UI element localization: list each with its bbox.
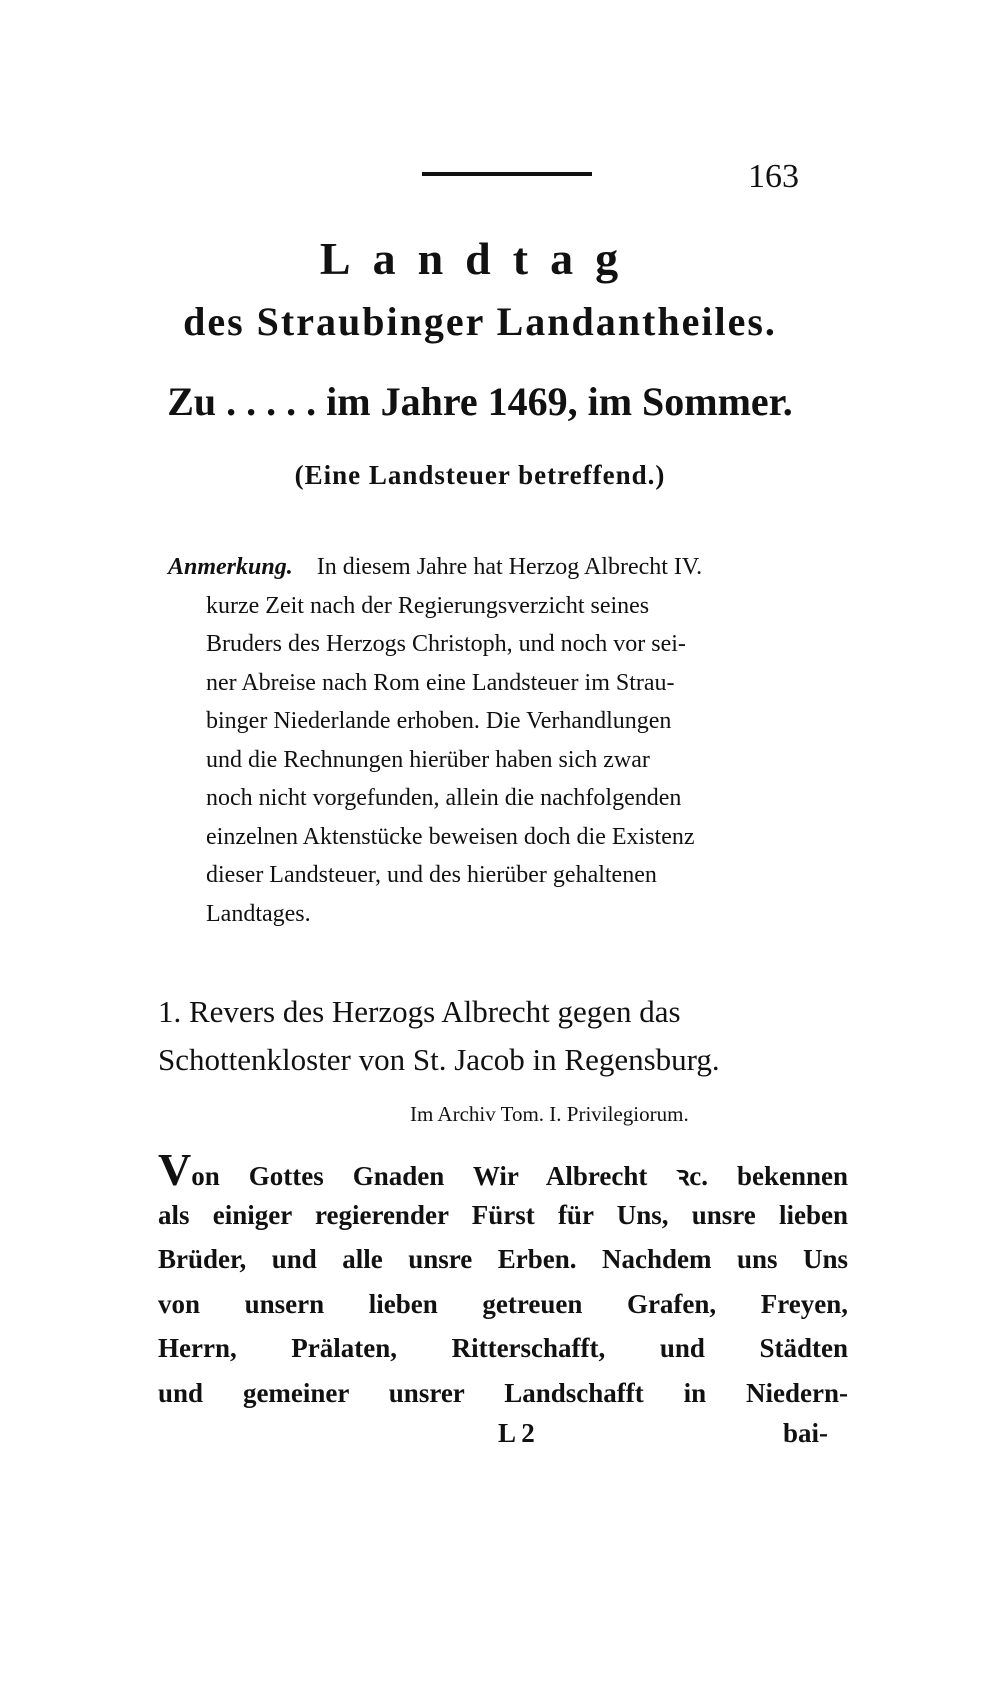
signature-mark: L 2 <box>498 1418 535 1448</box>
note-first-line <box>168 548 828 587</box>
note-line: und die Rechnungen hierüber haben sich zwar <box>206 746 650 773</box>
page-number: 163 <box>748 158 799 195</box>
main-title: Landtag <box>319 233 641 284</box>
section-title <box>158 988 858 1084</box>
note-line: noch nicht vorgefunden, allein die nachfolgenden <box>206 785 682 811</box>
topic-line: (Eine Landsteuer betreffend.) <box>294 460 666 490</box>
note-line: ner Abreise nach Rom eine Landsteuer im Strau- <box>206 669 675 696</box>
catchword: bai- <box>782 1418 828 1448</box>
date-line: Zu . . . . . im Jahre 1469, im Sommer. <box>167 379 793 424</box>
body-line: Brüder, und alle unsre Erben. Nachdem uns Uns <box>158 1244 848 1274</box>
note-line: einzelnen Aktenstücke beweisen doch die Existenz <box>206 823 695 850</box>
body-line: als einiger regierender Fürst für Uns, unsre lieben <box>158 1199 848 1230</box>
body-line: Herrn, Prälaten, Ritterschafft, und Städten <box>158 1333 848 1363</box>
body-line: on Gottes Gnaden Wir Albrecht ꝛc. bekennen <box>191 1161 848 1191</box>
body-first-line <box>158 1144 848 1195</box>
annotation-note <box>168 548 828 933</box>
archive-source: Im Archiv Tom. I. Privilegiorum. <box>410 1102 689 1126</box>
document-body <box>158 1144 848 1415</box>
section-title-line: 1. Revers des Herzogs Albrecht gegen das <box>158 994 681 1029</box>
note-line: binger Niederlande erhoben. Die Verhandlungen <box>206 708 672 734</box>
note-line: In diesem Jahre hat Herzog Albrecht IV. <box>316 554 703 580</box>
subtitle: des Straubinger Landantheiles. <box>183 299 777 344</box>
note-line: Bruders des Herzogs Christoph, und noch vor sei- <box>206 631 686 657</box>
note-line: kurze Zeit nach der Regierungsverzicht seines <box>206 592 650 619</box>
note-label: Anmerkung. <box>168 554 293 580</box>
section-title-line: Schottenkloster von St. Jacob in Regensburg. <box>158 1042 720 1077</box>
note-line: Landtages. <box>206 900 311 927</box>
note-line: dieser Landsteuer, und des hierüber gehaltenen <box>206 862 657 888</box>
header-rule <box>422 172 592 176</box>
drop-cap: V <box>158 1144 192 1195</box>
body-line: von unsern lieben getreuen Grafen, Freyen, <box>158 1288 848 1319</box>
body-line: und gemeiner unsrer Landschafft in Niedern- <box>158 1377 848 1408</box>
